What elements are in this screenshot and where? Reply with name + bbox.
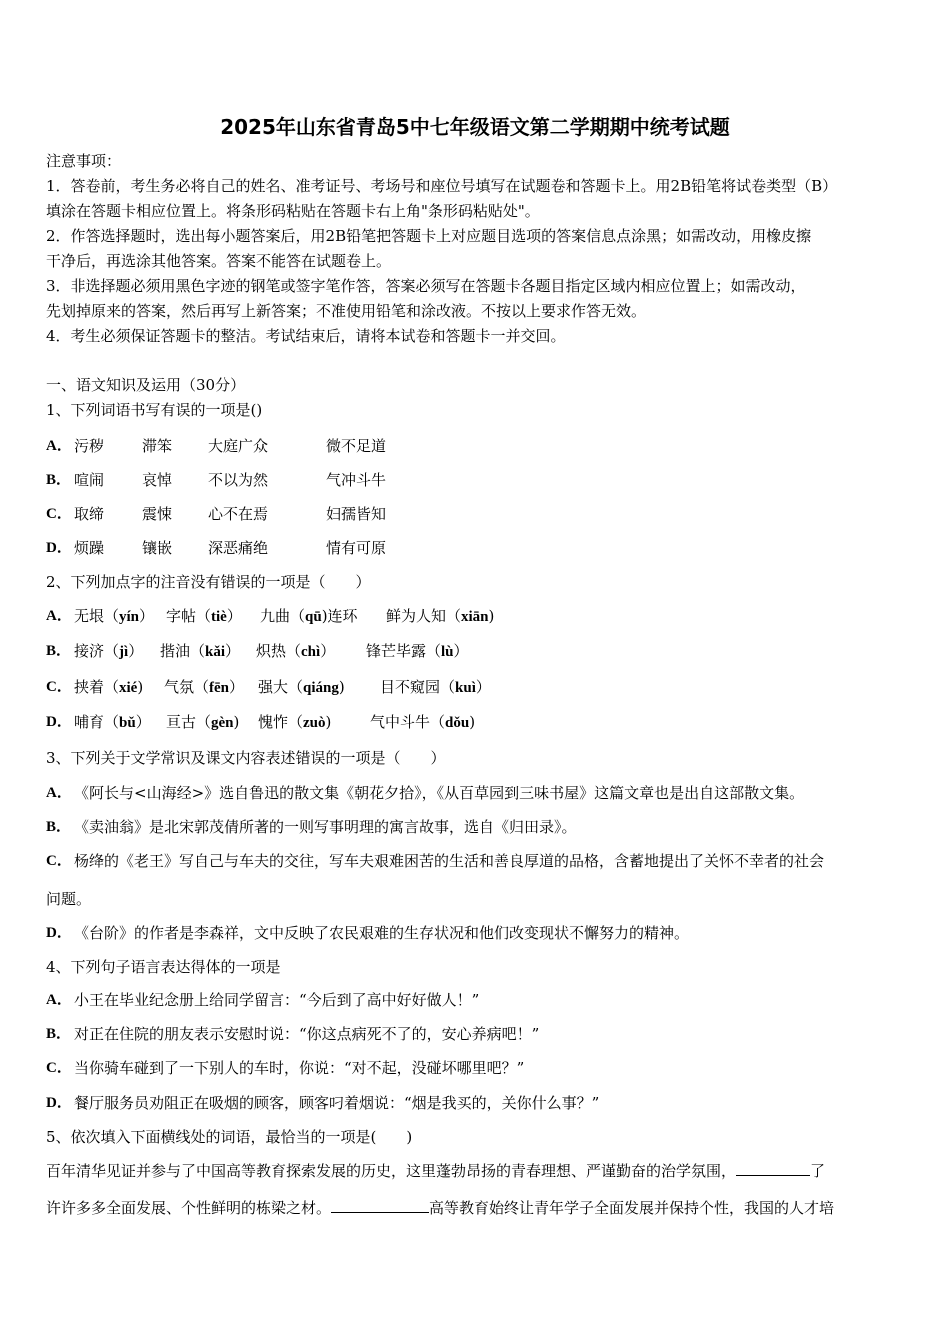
notice-line: 先划掉原来的答案，然后再写上新答案；不准使用铅笔和涂改液。不按以上要求作答无效。 — [46, 302, 647, 320]
q2-option-d — [46, 712, 566, 732]
option-word: 大庭广众 — [208, 437, 269, 455]
option-word: 深恶痛绝 — [208, 539, 269, 557]
q3-option-c: C． 杨绛的《老王》写自己与车夫的交往，写车夫艰难困苦的生活和善良厚道的品格，含蓄地提出了关怀不幸者的社会 — [46, 852, 825, 870]
page-title: 2025年山东省青岛5中七年级语文第二学期期中统考试题 — [220, 115, 730, 139]
option-word: 取缔 — [74, 505, 105, 523]
q5-passage-line: 许许多多全面发展、个性鲜明的栋梁之材。 高等教育始终让青年学子全面发展并保持个性，我国的人才培 — [46, 1199, 835, 1217]
option-label: C． — [46, 679, 72, 695]
option-word: 烦躁 — [74, 539, 105, 557]
pinyin-item: 哺育（bǔ） — [74, 713, 151, 731]
q3-option-a: A． 《阿长与<山海经>》选自鲁迅的散文集《朝花夕拾》，《从百草园到三味书屋》这篇文章也是出自这部散文集。 — [46, 784, 805, 802]
q3-option-c-cont: 问题。 — [46, 890, 92, 908]
option-word: 污秽 — [74, 437, 105, 455]
option-word: 微不足道 — [326, 437, 387, 455]
section-heading: 一、语文知识及运用（30分） — [46, 376, 246, 394]
notice-line: 3．非选择题必须用黑色字迹的钢笔或签字笔作答，答案必须写在答题卡各题目指定区域内相应位置上；如需改动， — [46, 277, 806, 295]
option-label: B． — [46, 472, 72, 488]
q5-passage-line: 百年清华见证并参与了中国高等教育探索发展的历史，这里蓬勃昂扬的青春理想、严谨勤奋的治学氛围， 了 — [46, 1162, 826, 1180]
notice-line: 2．作答选择题时，选出每小题答案后，用2B铅笔把答题卡上对应题目选项的答案信息点涂黑；如需改动，用橡皮擦 — [46, 227, 812, 245]
option-word: 喧闹 — [74, 471, 105, 489]
notice-line: 4．考生必须保证答题卡的整洁。考试结束后，请将本试卷和答题卡一并交回。 — [46, 327, 566, 345]
option-word: 气冲斗牛 — [326, 471, 387, 489]
pinyin-item: 鲜为人知（xiān) — [386, 607, 495, 625]
option-label: D． — [46, 714, 72, 730]
option-word: 哀悼 — [142, 471, 173, 489]
q2-option-a — [46, 606, 566, 626]
option-word: 心不在焉 — [208, 505, 269, 523]
question-4-stem: 4、下列句子语言表达得体的一项是 — [46, 958, 281, 976]
q2-option-c — [46, 677, 566, 697]
pinyin-item: 接济（jì） — [74, 642, 144, 660]
option-label: A． — [46, 608, 72, 624]
pinyin-item: 揩油（kǎi） — [160, 642, 241, 660]
option-label: D． — [46, 540, 72, 556]
q4-option-b: B． 对正在住院的朋友表示安慰时说：“你这点病死不了的，安心养病吧！” — [46, 1025, 540, 1043]
option-word: 滞笨 — [142, 437, 173, 455]
pinyin-item: 字帖（tiè） — [166, 607, 242, 625]
option-label: A． — [46, 438, 72, 454]
pinyin-item: 气氛（fēn） — [164, 678, 245, 696]
q4-option-a: A． 小王在毕业纪念册上给同学留言：“今后到了高中好好做人！” — [46, 991, 480, 1009]
pinyin-item: 挟着（xié) — [74, 678, 144, 696]
pinyin-item: 炽热（chì） — [256, 642, 336, 660]
pinyin-item: 气中斗牛（dǒu) — [370, 713, 476, 731]
q4-option-d: D． 餐厅服务员劝阻正在吸烟的顾客，顾客叼着烟说：“烟是我买的，关你什么事？” — [46, 1094, 600, 1112]
q1-option-a — [46, 436, 446, 456]
q1-option-d — [46, 538, 446, 558]
pinyin-item: 锋芒毕露（lù） — [366, 642, 469, 660]
fill-blank — [736, 1161, 810, 1176]
question-3-stem: 3、下列关于文学常识及课文内容表述错误的一项是（ ） — [46, 749, 446, 767]
pinyin-item: 愧怍（zuò) — [258, 713, 332, 731]
notice-line: 干净后，再选涂其他答案。答案不能答在试题卷上。 — [46, 252, 392, 270]
q4-option-c: C． 当你骑车碰到了一下别人的车时，你说：“对不起，没碰坏哪里吧？” — [46, 1059, 525, 1077]
notice-line: 1．答卷前，考生务必将自己的姓名、准考证号、考场号和座位号填写在试题卷和答题卡上。用2B铅笔将试卷类型（B） — [46, 177, 838, 195]
pinyin-item: 九曲（qū)连环 — [260, 607, 358, 625]
q2-option-b — [46, 641, 566, 661]
q3-option-d: D． 《台阶》的作者是李森祥，文中反映了农民艰难的生存状况和他们改变现状不懈努力的精神。 — [46, 924, 690, 942]
option-word: 妇孺皆知 — [326, 505, 387, 523]
option-word: 震悚 — [142, 505, 173, 523]
pinyin-item: 强大（qiáng) — [258, 678, 345, 696]
question-5-stem: 5、依次填入下面横线处的词语，最恰当的一项是( ) — [46, 1128, 413, 1146]
option-word: 镶嵌 — [142, 539, 173, 557]
pinyin-item: 亘古（gèn) — [166, 713, 240, 731]
option-word: 不以为然 — [208, 471, 269, 489]
option-label: B． — [46, 643, 72, 659]
option-label: C． — [46, 506, 72, 522]
pinyin-item: 无垠（yín） — [74, 607, 155, 625]
q3-option-b: B． 《卖油翁》是北宋郭茂倩所著的一则写事明理的寓言故事，选自《归田录》。 — [46, 818, 577, 836]
question-1-stem: 1、下列词语书写有误的一项是() — [46, 401, 263, 419]
pinyin-item: 目不窥园（kuì） — [380, 678, 491, 696]
fill-blank — [331, 1198, 429, 1213]
notice-line: 填涂在答题卡相应位置上。将条形码粘贴在答题卡右上角"条形码粘贴处"。 — [46, 202, 540, 220]
q1-option-c — [46, 504, 446, 524]
q1-option-b — [46, 470, 446, 490]
notice-heading: 注意事项： — [46, 152, 122, 170]
question-2-stem: 2、下列加点字的注音没有错误的一项是（ ） — [46, 573, 371, 591]
option-word: 情有可原 — [326, 539, 387, 557]
